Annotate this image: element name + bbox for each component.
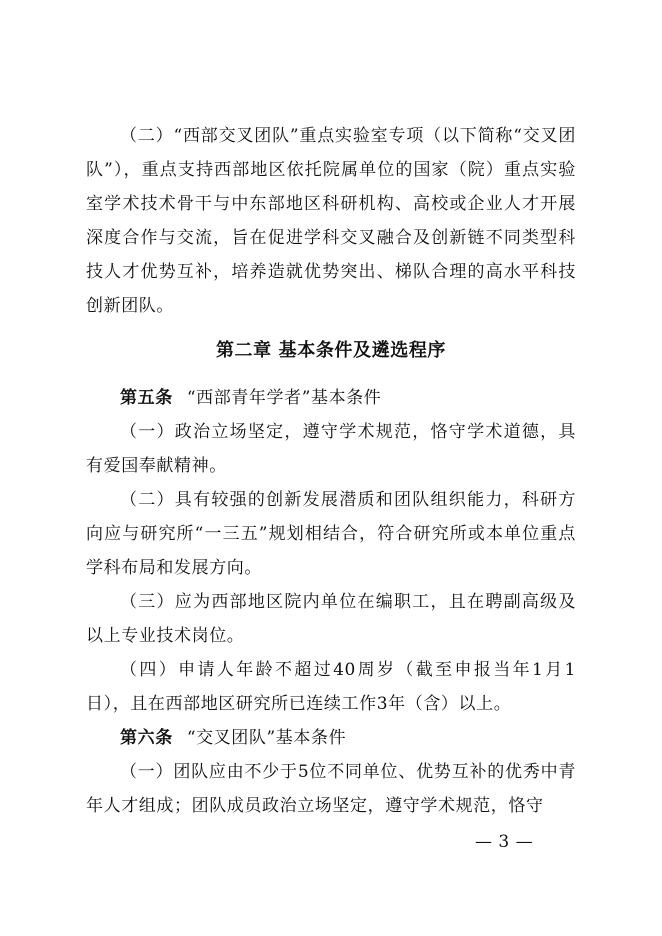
article-five-item-1: （一）政治立场坚定，遵守学术规范，恪守学术道德，具有爱国奉献精神。 (86, 422, 576, 476)
article-five-heading (86, 381, 576, 415)
article-six-number: 第六条 (120, 728, 173, 748)
chapter-two-heading: 第二章 基本条件及遴选程序 (215, 340, 447, 361)
article-five-title: “西部青年学者”基本条件 (186, 388, 382, 408)
article-six-title: “交叉团队”基本条件 (186, 728, 347, 748)
article-five-number: 第五条 (120, 388, 173, 408)
article-six-heading (86, 721, 576, 755)
article-five-item-4: （四）申请人年龄不超过40周岁（截至申报当年1月1日），且在西部地区研究所已连续工作3年（含）以上。 (86, 660, 576, 714)
page-number: — 3 — (475, 832, 534, 852)
article-five-item-2: （二）具有较强的创新发展潜质和团队组织能力，科研方向应与研究所“一三五”规划相结合，符合研究所或本单位重点学科布局和发展方向。 (86, 490, 576, 578)
article-six-item-1: （一）团队应由不少于5位不同单位、优势互补的优秀中青年人才组成；团队成员政治立场坚定，遵守学术规范，恪守 (86, 762, 576, 816)
article-five-item-3: （三）应为西部地区院内单位在编职工，且在聘副高级及以上专业技术岗位。 (86, 592, 576, 646)
cross-team-intro-paragraph: （二）“西部交叉团队”重点实验室专项（以下简称“交叉团队”），重点支持西部地区依托院属单位的国家（院）重点实验室学术技术骨干与中东部地区科研机构、高校或企业人才开展深度合作与交流，旨在促进学科交叉融合及创新链不同类型科技人才优势互补，培养造就优势突出、梯队合理的高水平科技创新团队。 (86, 126, 576, 316)
document-body (86, 119, 576, 823)
